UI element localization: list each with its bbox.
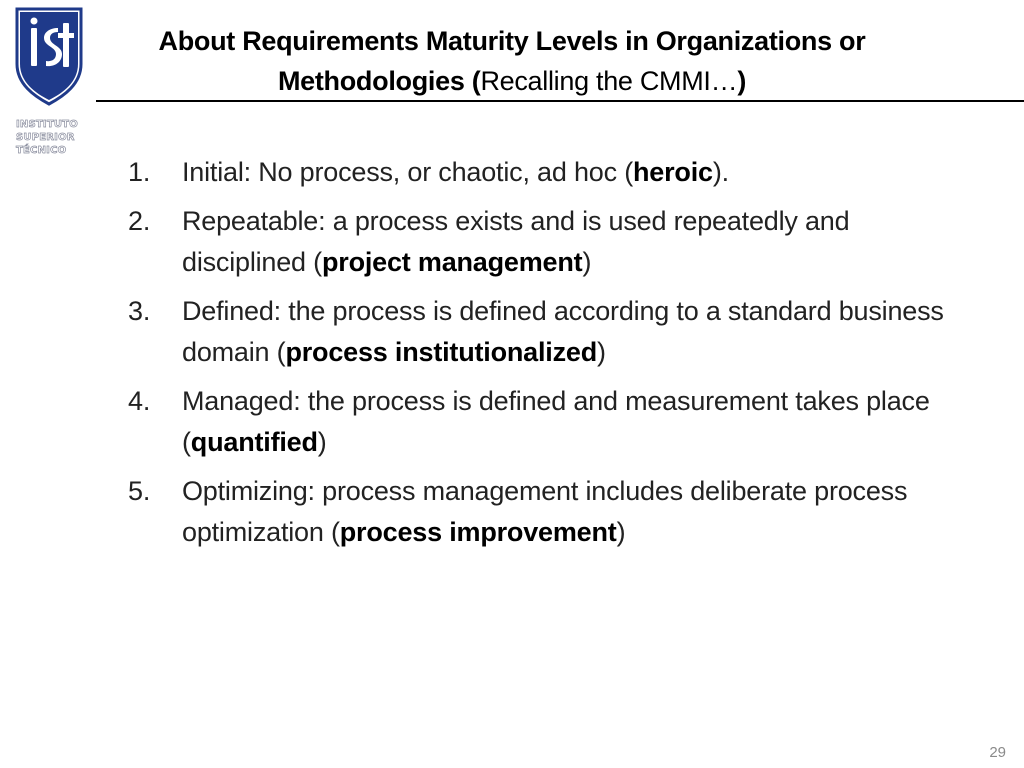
page-number: 29 <box>989 744 1006 761</box>
list-item <box>128 201 948 283</box>
title-line-1: About Requirements Maturity Levels in Organizations or <box>158 26 866 56</box>
list-item <box>128 381 948 463</box>
item-number: 1. <box>128 157 151 187</box>
item-text-end: ) <box>317 427 327 457</box>
item-keyword: process institutionalized <box>285 337 598 367</box>
item-text-end: ) <box>597 337 606 367</box>
item-keyword: process improvement <box>339 517 617 547</box>
item-text: Repeatable: a process exists and is used repeatedly and disciplined ( <box>182 206 850 277</box>
title-line-2-normal: Recalling the CMMI… <box>480 66 738 96</box>
list-item <box>128 471 948 553</box>
title-line-2-close: ) <box>737 66 747 96</box>
institute-name: INSTITUTO SUPERIOR TÉCNICO <box>16 119 78 156</box>
item-number: 2. <box>128 206 151 236</box>
maturity-levels-list <box>128 152 948 561</box>
item-text-end: ) <box>616 517 626 547</box>
item-text: Optimizing: process management includes deliberate process optimization ( <box>182 476 908 547</box>
slide-title <box>100 21 924 101</box>
list-item <box>128 152 948 193</box>
ist-logo <box>14 6 84 106</box>
item-text-end: ). <box>712 157 729 187</box>
item-text-end: ) <box>582 247 592 277</box>
item-keyword: heroic <box>633 157 713 187</box>
item-text: Managed: the process is defined and measurement takes place ( <box>182 386 930 457</box>
title-line-2-bold: Methodologies ( <box>277 66 481 96</box>
list-item <box>128 291 948 373</box>
item-keyword: project management <box>321 247 583 277</box>
item-text: Initial: No process, or chaotic, ad hoc ( <box>182 157 634 187</box>
item-number: 3. <box>128 296 151 326</box>
item-keyword: quantified <box>190 427 318 457</box>
title-divider <box>96 100 1024 102</box>
item-number: 5. <box>128 476 151 506</box>
item-text: Defined: the process is defined according to a standard business domain ( <box>182 296 944 367</box>
item-number: 4. <box>128 386 151 416</box>
